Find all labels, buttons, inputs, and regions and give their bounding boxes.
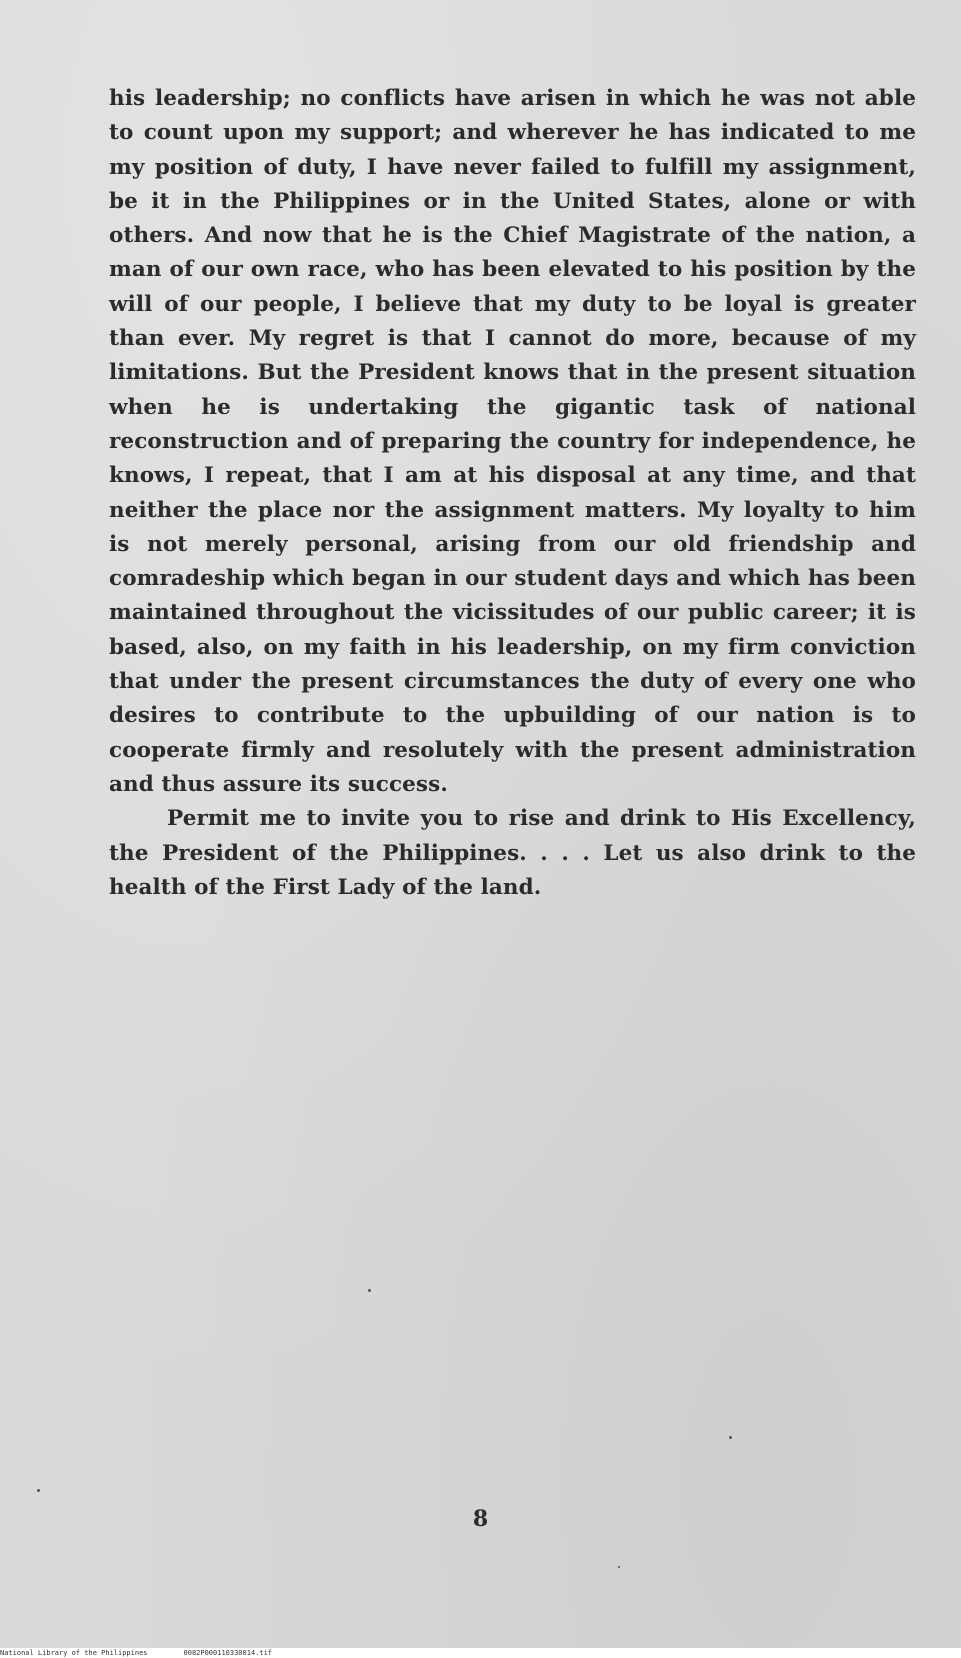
scan-filename: 0082P000110330014.tif — [183, 1649, 273, 1657]
scan-speck — [368, 1289, 371, 1292]
scan-speck — [729, 1436, 732, 1439]
library-name: National Library of the Philippines — [0, 1649, 148, 1657]
scan-speck — [618, 1566, 620, 1568]
scan-speck — [37, 1489, 40, 1492]
page-number: 8 — [472, 1506, 489, 1532]
paragraph-toast: Permit me to invite you to rise and drink to His Excellency, the President of the Philippines. . . . Let us also drink to the health of the First Lady of the land. — [109, 806, 916, 900]
paragraph-continuation: his leadership; no conflicts have arisen in which he was not able to count upon my support; and wherever he has indicated to me my position of duty, I have never failed to fulfill my assignment, be it in the Philippines or in the United States, alone or with others. And now that he is the Chief Magistrate of the nation, a man of our own race, who has been elevated to his position by the will of our people, I believe that my duty to be loyal is greater than ever. My regret is that I cannot do more, because of my limitations. But the President knows that in the present situation when he is undertaking the gigantic task of national reconstruction and of preparing the country for independence, he knows, I repeat, that I am at his disposal at any time, and that neither the place nor the assignment matters. My loyalty to him is not merely personal, arising from our old friendship and comradeship which began in our student days and which has been maintained throughout the vicissitudes of our public career; it is based, also, on my faith in his leadership, on my firm conviction that under the present circumstances the duty of every one who desires to contribute to the upbuilding of our nation is to cooperate firmly and resolutely with the present administration and thus assure its success. — [109, 86, 916, 797]
scan-footer-text — [0, 1648, 308, 1658]
body-text — [109, 82, 916, 905]
